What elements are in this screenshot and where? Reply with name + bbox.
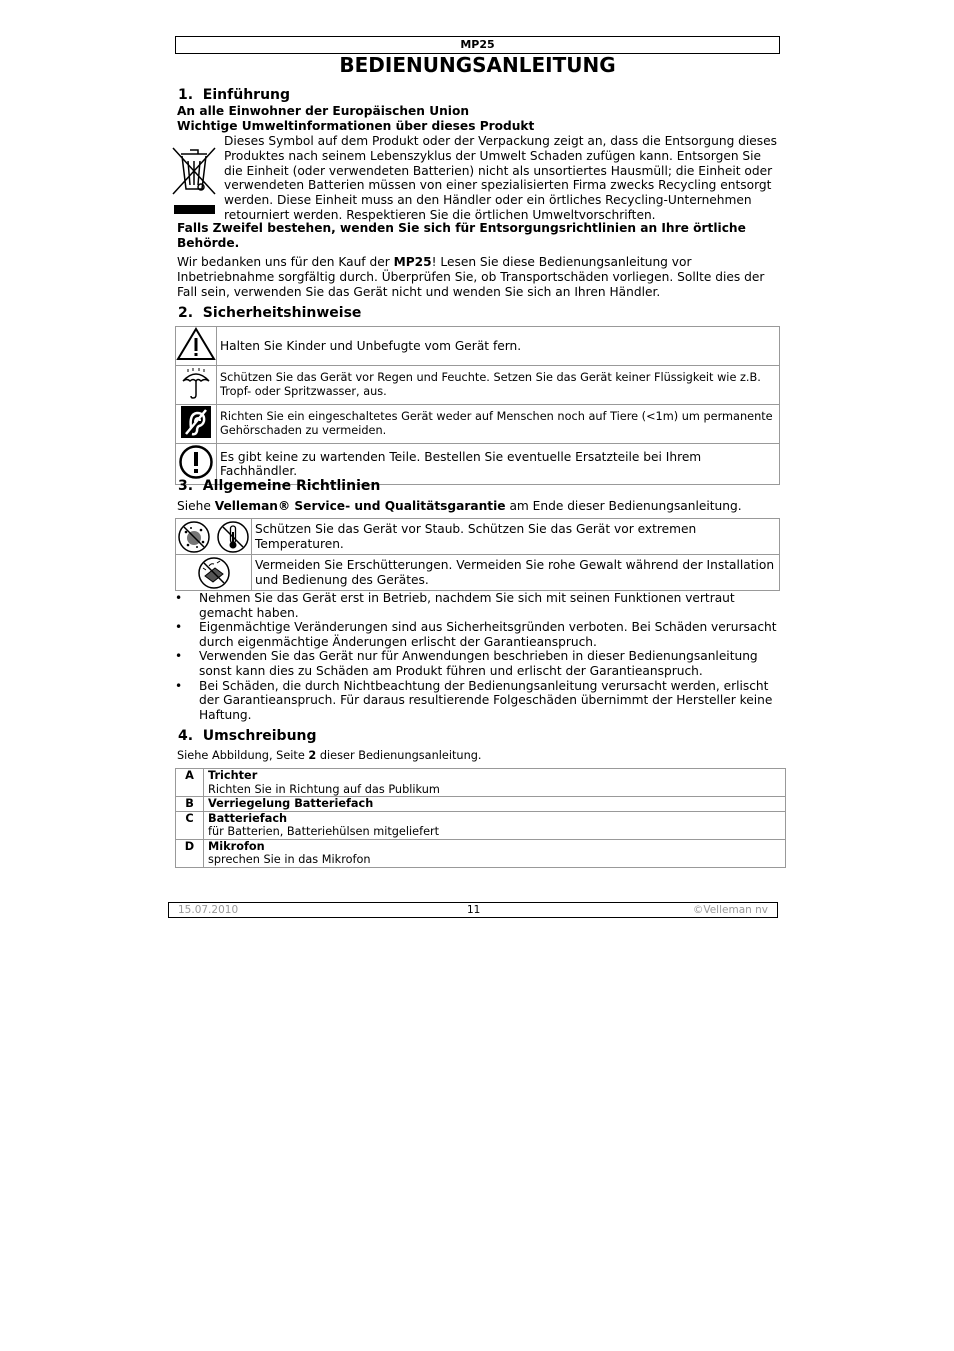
- guarantee-reference: Siehe Velleman® Service- und Qualitätsgarantie am Ende dieser Bedienungsanleitung.: [177, 499, 742, 513]
- footer-date: 15.07.2010: [178, 904, 239, 916]
- exclamation-circle-icon: [178, 444, 214, 480]
- list-item: • Verwenden Sie das Gerät nur für Anwendungen beschrieben in dieser Bedienungsanleitung sonst kann dies zu Schäden am Produkt führen und erlischt der Garantieanspruch.: [175, 649, 780, 678]
- general-guidelines-table: [175, 518, 780, 591]
- doubt-notice: Falls Zweifel bestehen, wenden Sie sich für Entsorgungsrichtlinien an Ihre örtliche Behörde.: [177, 221, 746, 250]
- table-row: C Batteriefach für Batterien, Batteriehülsen mitgeliefert: [176, 811, 786, 839]
- safety-text: Richten Sie ein eingeschaltetes Gerät weder auf Menschen noch auf Tiere (<1m) um permanente Gehörschaden zu vermeiden.: [217, 405, 780, 444]
- safety-row: [176, 327, 780, 366]
- section-1-heading: 1. Einführung: [178, 87, 291, 103]
- footer-copyright: ©Velleman nv: [692, 904, 768, 916]
- env-subheading: Wichtige Umweltinformationen über dieses Produkt: [177, 119, 535, 133]
- figure-reference: Siehe Abbildung, Seite 2 dieser Bedienungsanleitung.: [177, 749, 482, 762]
- section-4-heading: 4. Umschreibung: [178, 728, 317, 744]
- no-shock-icon: [197, 556, 231, 590]
- safety-text: Es gibt keine zu wartenden Teile. Bestellen Sie eventuelle Ersatzteile bei Ihrem Fachhändler.: [217, 444, 780, 485]
- document-title: BEDIENUNGSANLEITUNG: [339, 53, 616, 77]
- model-header: MP25: [175, 36, 780, 54]
- table-row: A Trichter Richten Sie in Richtung auf das Publikum: [176, 769, 786, 797]
- guideline-text: Vermeiden Sie Erschütterungen. Vermeiden Sie rohe Gewalt während der Installation und Bedienung des Gerätes.: [252, 555, 780, 591]
- safety-text: Halten Sie Kinder und Unbefugte vom Gerät fern.: [217, 327, 780, 366]
- page-footer: [168, 902, 778, 918]
- safety-text: Schützen Sie das Gerät vor Regen und Feuchte. Setzen Sie das Gerät keiner Flüssigkeit wie z.B. Tropf- oder Spritzwasser, aus.: [217, 366, 780, 405]
- list-item: • Eigenmächtige Veränderungen sind aus Sicherheitsgründen verboten. Bei Schäden verursacht durch eigenmächtige Änderungen erlischt der Garantieanspruch.: [175, 620, 780, 649]
- guideline-text: Schützen Sie das Gerät vor Staub. Schützen Sie das Gerät vor extremen Temperaturen.: [252, 519, 780, 555]
- thanks-paragraph: Wir bedanken uns für den Kauf der MP25! Lesen Sie diese Bedienungsanleitung vor Inbetriebnahme sorgfältig durch. Überprüfen Sie, ob Transportschäden vorliegen. Sollte dies der Fall sein, verwenden Sie das Gerät nicht und wenden Sie sich an Ihren Händler.: [177, 255, 765, 299]
- safety-table: [175, 326, 780, 485]
- page-number: 11: [467, 904, 481, 916]
- warning-triangle-icon: [176, 327, 216, 361]
- safety-row: [176, 366, 780, 405]
- safety-row: [176, 405, 780, 444]
- guidelines-list: [175, 591, 780, 722]
- section-2-heading: 2. Sicherheitshinweise: [178, 305, 362, 321]
- section-3-heading: 3. Allgemeine Richtlinien: [178, 478, 381, 494]
- weee-bin-icon: [170, 145, 218, 217]
- weee-notice: Dieses Symbol auf dem Produkt oder der Verpackung zeigt an, dass die Entsorgung dieses Produktes nach seinem Lebenszyklus der Umwelt Schaden zufügen kann. Entsorgen Sie die Einheit (oder verwendeten Batterien) nicht als unsortiertes Hausmüll; die Einheit oder verwendeten Batterien müssen von einer spezialisierten Firma zwecks Recycling entsorgt werden. Diese Einheit muss an den Händler oder ein örtliches Recycling-Unternehmen retourniert werden. Respektieren Sie die örtlichen Umweltvorschriften.: [224, 134, 777, 222]
- parts-table: [175, 768, 786, 868]
- eu-subheading: An alle Einwohner der Europäischen Union: [177, 104, 470, 118]
- hearing-damage-icon: [180, 405, 212, 439]
- no-extreme-temperature-icon: [216, 520, 250, 554]
- no-dust-icon: [177, 520, 211, 554]
- table-row: D Mikrofon sprechen Sie in das Mikrofon: [176, 839, 786, 867]
- list-item: • Nehmen Sie das Gerät erst in Betrieb, nachdem Sie sich mit seinen Funktionen vertraut gemacht haben.: [175, 591, 780, 620]
- umbrella-icon: [179, 366, 213, 400]
- guideline-row: [176, 519, 780, 555]
- table-row: B Verriegelung Batteriefach: [176, 797, 786, 812]
- guideline-row: [176, 555, 780, 591]
- list-item: • Bei Schäden, die durch Nichtbeachtung der Bedienungsanleitung verursacht werden, erlischt der Garantieanspruch. Für daraus resultierende Folgeschäden übernimmt der Hersteller keine Haftung.: [175, 679, 780, 723]
